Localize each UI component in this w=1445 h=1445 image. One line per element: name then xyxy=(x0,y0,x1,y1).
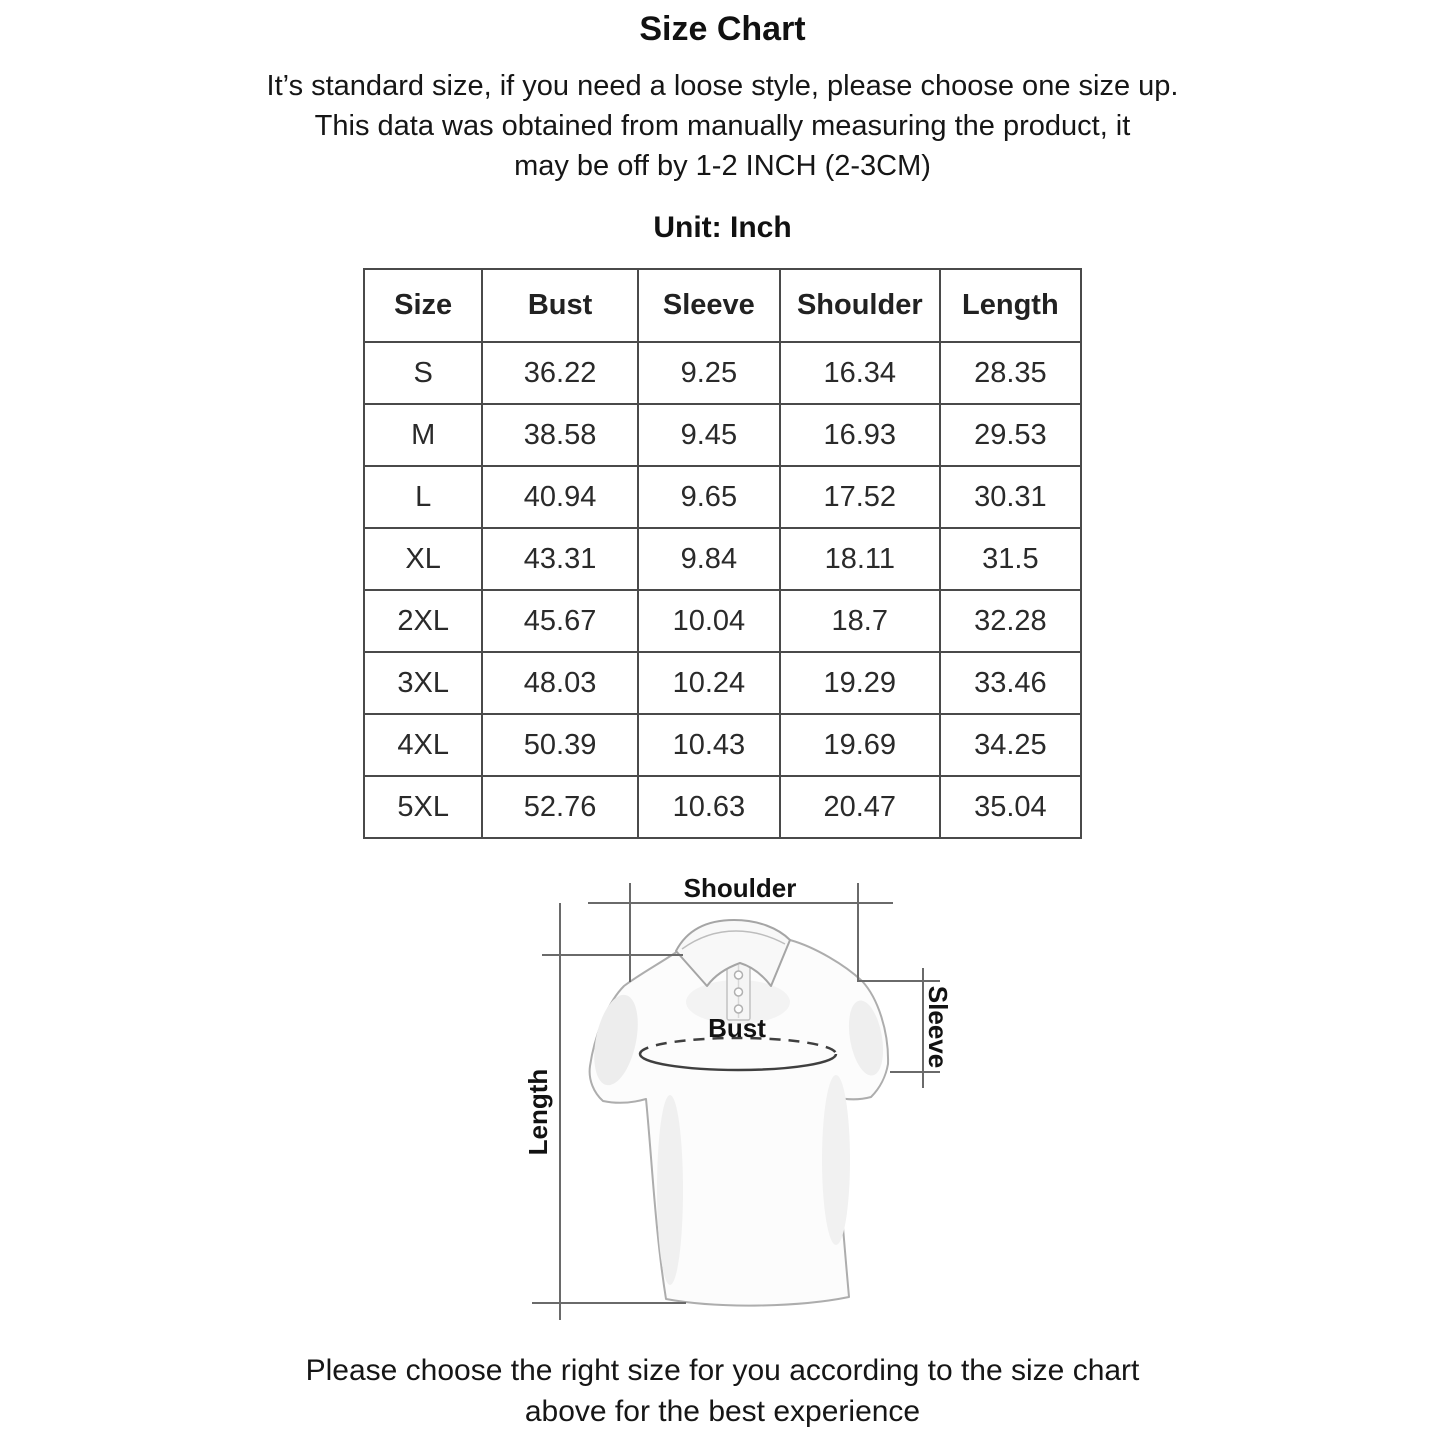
table-row xyxy=(364,776,1081,838)
size-table-header-row xyxy=(364,269,1081,342)
length-cell: 29.53 xyxy=(940,404,1081,466)
bust-cell: 48.03 xyxy=(482,652,638,714)
length-cell: 31.5 xyxy=(940,528,1081,590)
unit-label: Unit: Inch xyxy=(653,211,792,244)
intro-text xyxy=(0,66,1445,186)
sleeve-cell: 10.24 xyxy=(638,652,780,714)
shoulder-cell: 17.52 xyxy=(780,466,940,528)
shoulder-cell: 19.69 xyxy=(780,714,940,776)
shirt-measurement-diagram xyxy=(505,868,995,1330)
intro-line-1: It’s standard size, if you need a loose style, please choose one size up. xyxy=(266,70,1179,102)
polo-shirt-illustration xyxy=(505,868,995,1330)
table-row xyxy=(364,528,1081,590)
size-table xyxy=(363,268,1082,839)
shoulder-label: Shoulder xyxy=(683,873,797,903)
col-header-bust: Bust xyxy=(482,269,638,342)
button xyxy=(735,971,743,979)
sleeve-cell: 10.04 xyxy=(638,590,780,652)
sleeve-cell: 9.45 xyxy=(638,404,780,466)
table-row xyxy=(364,404,1081,466)
sleeve-cell: 9.25 xyxy=(638,342,780,404)
bust-cell: 43.31 xyxy=(482,528,638,590)
table-row xyxy=(364,652,1081,714)
col-header-sleeve: Sleeve xyxy=(638,269,780,342)
sleeve-cell: 10.63 xyxy=(638,776,780,838)
size-cell: 3XL xyxy=(364,652,482,714)
bust-cell: 52.76 xyxy=(482,776,638,838)
size-cell: 4XL xyxy=(364,714,482,776)
intro-line-2: This data was obtained from manually measuring the product, it xyxy=(314,110,1131,142)
bust-cell: 50.39 xyxy=(482,714,638,776)
button xyxy=(735,988,743,996)
table-row xyxy=(364,590,1081,652)
col-header-length: Length xyxy=(940,269,1081,342)
shading-left-body xyxy=(657,1095,683,1285)
size-cell: 5XL xyxy=(364,776,482,838)
size-cell: 2XL xyxy=(364,590,482,652)
shoulder-cell: 18.7 xyxy=(780,590,940,652)
shoulder-cell: 18.11 xyxy=(780,528,940,590)
length-cell: 30.31 xyxy=(940,466,1081,528)
bust-cell: 38.58 xyxy=(482,404,638,466)
button xyxy=(735,1005,743,1013)
shoulder-cell: 19.29 xyxy=(780,652,940,714)
sleeve-cell: 9.84 xyxy=(638,528,780,590)
sleeve-cell: 10.43 xyxy=(638,714,780,776)
length-label: Length xyxy=(522,1068,553,1156)
size-cell: L xyxy=(364,466,482,528)
length-cell: 34.25 xyxy=(940,714,1081,776)
page-title: Size Chart xyxy=(639,10,806,48)
length-cell: 28.35 xyxy=(940,342,1081,404)
bust-cell: 40.94 xyxy=(482,466,638,528)
length-cell: 33.46 xyxy=(940,652,1081,714)
shoulder-cell: 16.34 xyxy=(780,342,940,404)
shading-right-body xyxy=(822,1075,850,1245)
table-row xyxy=(364,342,1081,404)
size-cell: M xyxy=(364,404,482,466)
bust-cell: 45.67 xyxy=(482,590,638,652)
sleeve-label: Sleeve xyxy=(923,985,954,1069)
intro-line-3: may be off by 1-2 INCH (2-3CM) xyxy=(514,150,931,182)
shoulder-cell: 20.47 xyxy=(780,776,940,838)
table-row xyxy=(364,466,1081,528)
col-header-shoulder: Shoulder xyxy=(780,269,940,342)
size-cell: XL xyxy=(364,528,482,590)
length-cell: 32.28 xyxy=(940,590,1081,652)
col-header-size: Size xyxy=(364,269,482,342)
bust-cell: 36.22 xyxy=(482,342,638,404)
footer-line-2: above for the best experience xyxy=(524,1395,921,1428)
footer-line-1: Please choose the right size for you according to the size chart xyxy=(305,1354,1140,1387)
shoulder-cell: 16.93 xyxy=(780,404,940,466)
bust-label: Bust xyxy=(708,1013,766,1043)
table-row xyxy=(364,714,1081,776)
sleeve-cell: 9.65 xyxy=(638,466,780,528)
size-cell: S xyxy=(364,342,482,404)
footer-text xyxy=(0,1350,1445,1432)
length-cell: 35.04 xyxy=(940,776,1081,838)
